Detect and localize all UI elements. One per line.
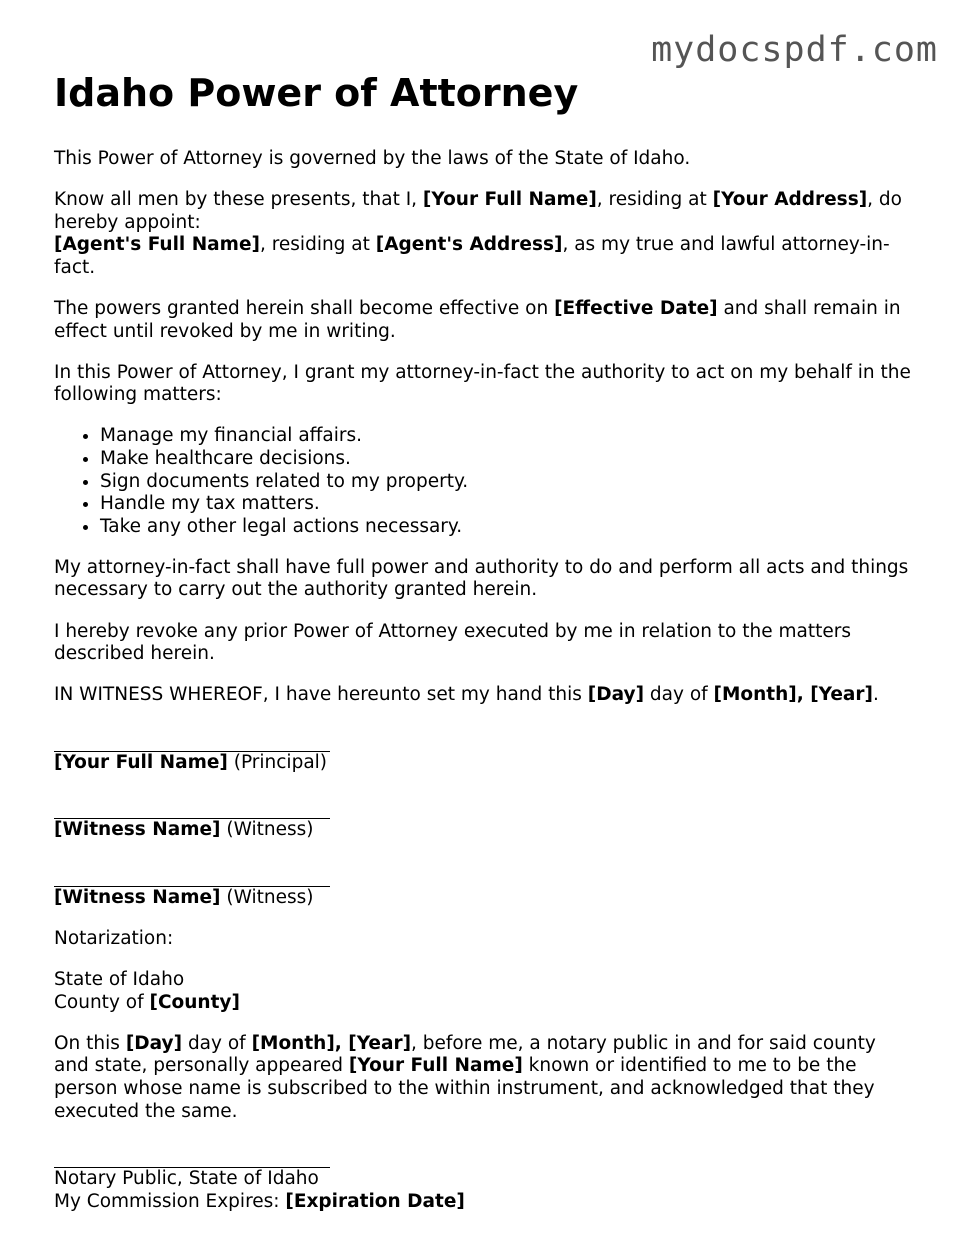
powers-list: [54, 425, 914, 538]
witness1-name-placeholder: [Witness Name]: [54, 819, 221, 841]
list-item: • Take any other legal actions necessary.: [100, 516, 914, 539]
notarization-label: Notarization:: [54, 928, 174, 950]
governed-paragraph: This Power of Attorney is governed by the laws of the State of Idaho.: [54, 148, 691, 169]
your-name-placeholder: [Your Full Name]: [422, 189, 597, 211]
revoke-paragraph: I hereby revoke any prior Power of Attorney executed by me in relation to the matters described herein.: [54, 620, 851, 665]
notary-month-year-placeholder: [Month], [Year]: [251, 1032, 412, 1054]
agent-name-placeholder: [Agent's Full Name]: [54, 234, 260, 256]
principal-signature-block: [54, 729, 914, 775]
venue-county-prefix: County of: [54, 991, 150, 1013]
document-body: [54, 70, 914, 1232]
witness2-signature-line[interactable]: [54, 864, 330, 887]
appointment-paragraph: [54, 189, 914, 279]
effective-date-placeholder: [Effective Date]: [554, 297, 718, 319]
notary-text-2: day of: [182, 1032, 252, 1054]
appointment-text-3: , do hereby appoint:: [54, 189, 902, 233]
principal-name-placeholder: [Your Full Name]: [54, 751, 228, 773]
witness1-signature-line[interactable]: [54, 796, 330, 819]
agent-address-placeholder: [Agent's Address]: [375, 234, 563, 256]
list-item: • Handle my tax matters.: [100, 493, 914, 516]
notary-text-1: On this: [54, 1032, 126, 1054]
grant-paragraph: In this Power of Attorney, I grant my attorney-in-fact the authority to act on my behalf in the following matters:: [54, 361, 911, 406]
notary-text-3: , before me, a notary public in and for said county and state, personally appeared: [54, 1032, 876, 1077]
notary-name-placeholder: [Your Full Name]: [348, 1055, 523, 1077]
witness2-name-placeholder: [Witness Name]: [54, 886, 221, 908]
page-title: Idaho Power of Attorney: [54, 71, 579, 115]
county-placeholder: [County]: [149, 991, 240, 1013]
witness-clause: [54, 684, 914, 707]
witness-text-1: IN WITNESS WHEREOF, I have hereunto set my hand this: [54, 684, 588, 706]
your-address-placeholder: [Your Address]: [712, 189, 868, 211]
effective-text-1: The powers granted herein shall become effective on: [54, 297, 555, 319]
notary-paragraph: [54, 1033, 914, 1123]
day-placeholder: [Day]: [587, 684, 645, 706]
venue-block: [54, 969, 914, 1014]
witness-text-2: day of: [644, 684, 714, 706]
witness-text-3: .: [873, 684, 879, 706]
principal-signature-line[interactable]: [54, 729, 330, 752]
notary-text-4: known or identified to me to be the person whose name is subscribed to the within instrument, and acknowledged that they executed the same.: [54, 1055, 875, 1122]
watermark: mydocspdf.com: [651, 30, 938, 70]
effective-paragraph: [54, 298, 914, 343]
list-item: • Sign documents related to my property.: [100, 471, 914, 494]
full-power-paragraph: My attorney-in-fact shall have full power and authority to do and perform all acts and things necessary to carry out the authority granted herein.: [54, 556, 909, 601]
list-item: • Manage my financial affairs.: [100, 425, 914, 448]
appointment-text-5: , as my true and lawful attorney-in-fact.: [54, 234, 890, 278]
notary-title: Notary Public, State of Idaho: [54, 1168, 319, 1190]
witness1-signature-block: [54, 796, 914, 842]
appointment-text-4: , residing at: [259, 234, 376, 256]
appointment-text-2: , residing at: [596, 189, 713, 211]
notary-signature-block: [54, 1145, 914, 1213]
expiration-date-placeholder: [Expiration Date]: [285, 1190, 465, 1212]
witness2-role: (Witness): [220, 886, 314, 908]
month-year-placeholder: [Month], [Year]: [713, 684, 873, 706]
witness1-role: (Witness): [220, 819, 314, 841]
venue-state: State of Idaho: [54, 969, 185, 991]
commission-expires-prefix: My Commission Expires:: [54, 1190, 286, 1212]
principal-role: (Principal): [227, 751, 328, 773]
notary-day-placeholder: [Day]: [125, 1032, 183, 1054]
appointment-text-1: Know all men by these presents, that I,: [54, 189, 423, 211]
list-item: • Make healthcare decisions.: [100, 448, 914, 471]
notary-signature-line[interactable]: [54, 1145, 330, 1168]
effective-text-2: and shall remain in effect until revoked by me in writing.: [54, 297, 901, 342]
witness2-signature-block: [54, 864, 914, 910]
